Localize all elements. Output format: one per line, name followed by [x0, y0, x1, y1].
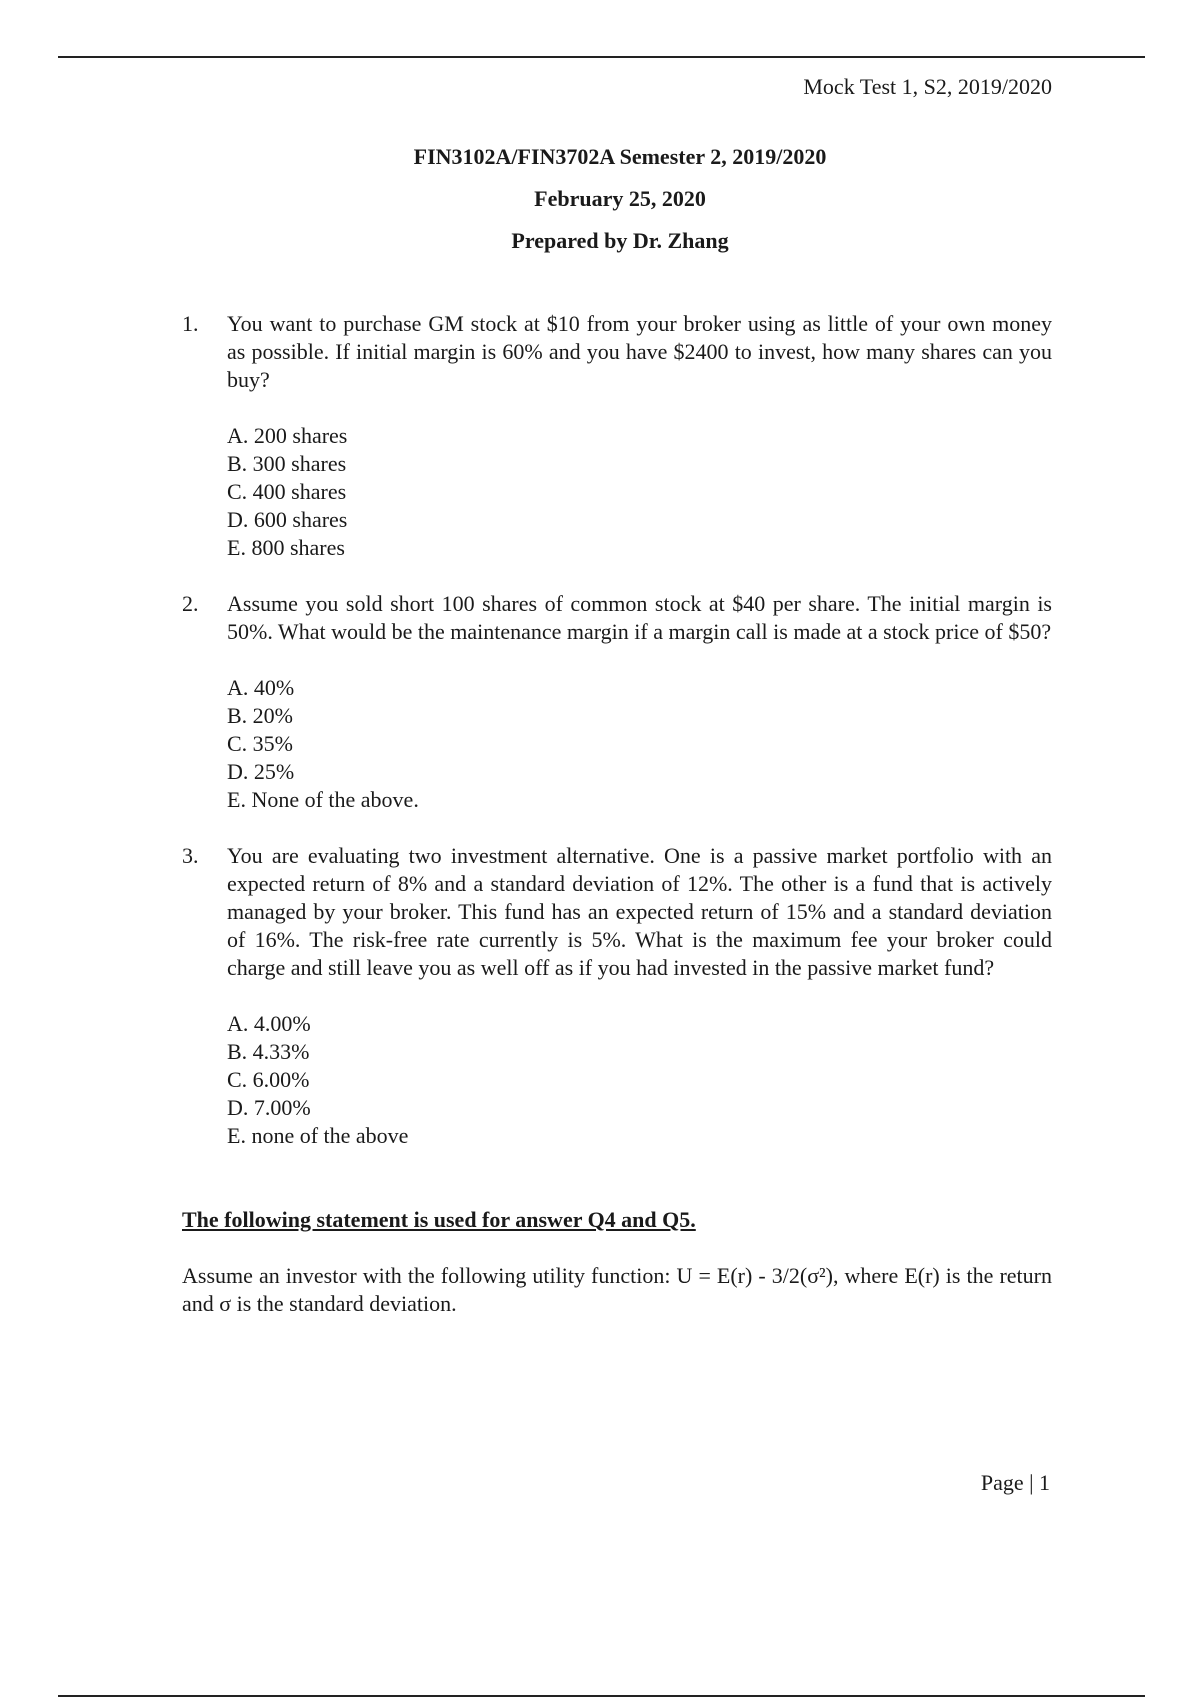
answer-option: C. 400 shares [227, 479, 347, 504]
header-rule [58, 56, 1145, 58]
answer-option: E. none of the above [227, 1123, 409, 1148]
answer-option: D. 25% [227, 759, 295, 784]
question-number: 2. [182, 591, 199, 616]
question-number: 1. [182, 311, 199, 336]
answer-options [227, 1010, 1052, 1150]
page-number: Page | 1 [980, 1470, 1050, 1495]
answer-options [227, 422, 1052, 562]
footer-rule [58, 1695, 1145, 1697]
question-text: You are evaluating two investment alternative. One is a passive market portfolio with an expected return of 8% and a standard deviation of 12%. The other is a fund that is actively managed by your broker. This fund has an expected return of 15% and a standard deviation of 16%. The risk-free rate currently is 5%. What is the maximum fee your broker could charge and still leave you as well off as if you had invested in the passive market fund? [227, 843, 1052, 980]
answer-option: D. 7.00% [227, 1095, 311, 1120]
answer-option: B. 20% [227, 703, 293, 728]
answer-option: E. None of the above. [227, 787, 419, 812]
section-heading: The following statement is used for answer Q4 and Q5. [182, 1207, 696, 1232]
answer-option: C. 35% [227, 731, 293, 756]
answer-option: E. 800 shares [227, 535, 345, 560]
author-line: Prepared by Dr. Zhang [511, 228, 729, 253]
answer-option: A. 200 shares [227, 423, 348, 448]
answer-option: B. 300 shares [227, 451, 347, 476]
running-header: Mock Test 1, S2, 2019/2020 [803, 74, 1052, 99]
question-2 [182, 590, 1052, 814]
answer-option: C. 6.00% [227, 1067, 310, 1092]
question-text: You want to purchase GM stock at $10 from your broker using as little of your own money as possible. If initial margin is 60% and you have $2400 to invest, how many shares can you buy? [227, 311, 1052, 392]
title-block [0, 144, 1200, 270]
question-text: Assume you sold short 100 shares of common stock at $40 per share. The initial margin is 50%. What would be the maintenance margin if a margin call is made at a stock price of $50? [227, 591, 1052, 644]
exam-date: February 25, 2020 [534, 186, 706, 211]
section-statement: Assume an investor with the following utility function: U = E(r) - 3/2(σ²), where E(r) is the return and σ is the standard deviation. [182, 1263, 1052, 1316]
question-3 [182, 842, 1052, 1150]
answer-options [227, 674, 1052, 814]
question-number: 3. [182, 843, 199, 868]
question-list [182, 310, 1052, 1318]
answer-option: A. 4.00% [227, 1011, 311, 1036]
answer-option: B. 4.33% [227, 1039, 310, 1064]
course-title: FIN3102A/FIN3702A Semester 2, 2019/2020 [413, 144, 827, 169]
question-1 [182, 310, 1052, 562]
answer-option: A. 40% [227, 675, 295, 700]
answer-option: D. 600 shares [227, 507, 348, 532]
